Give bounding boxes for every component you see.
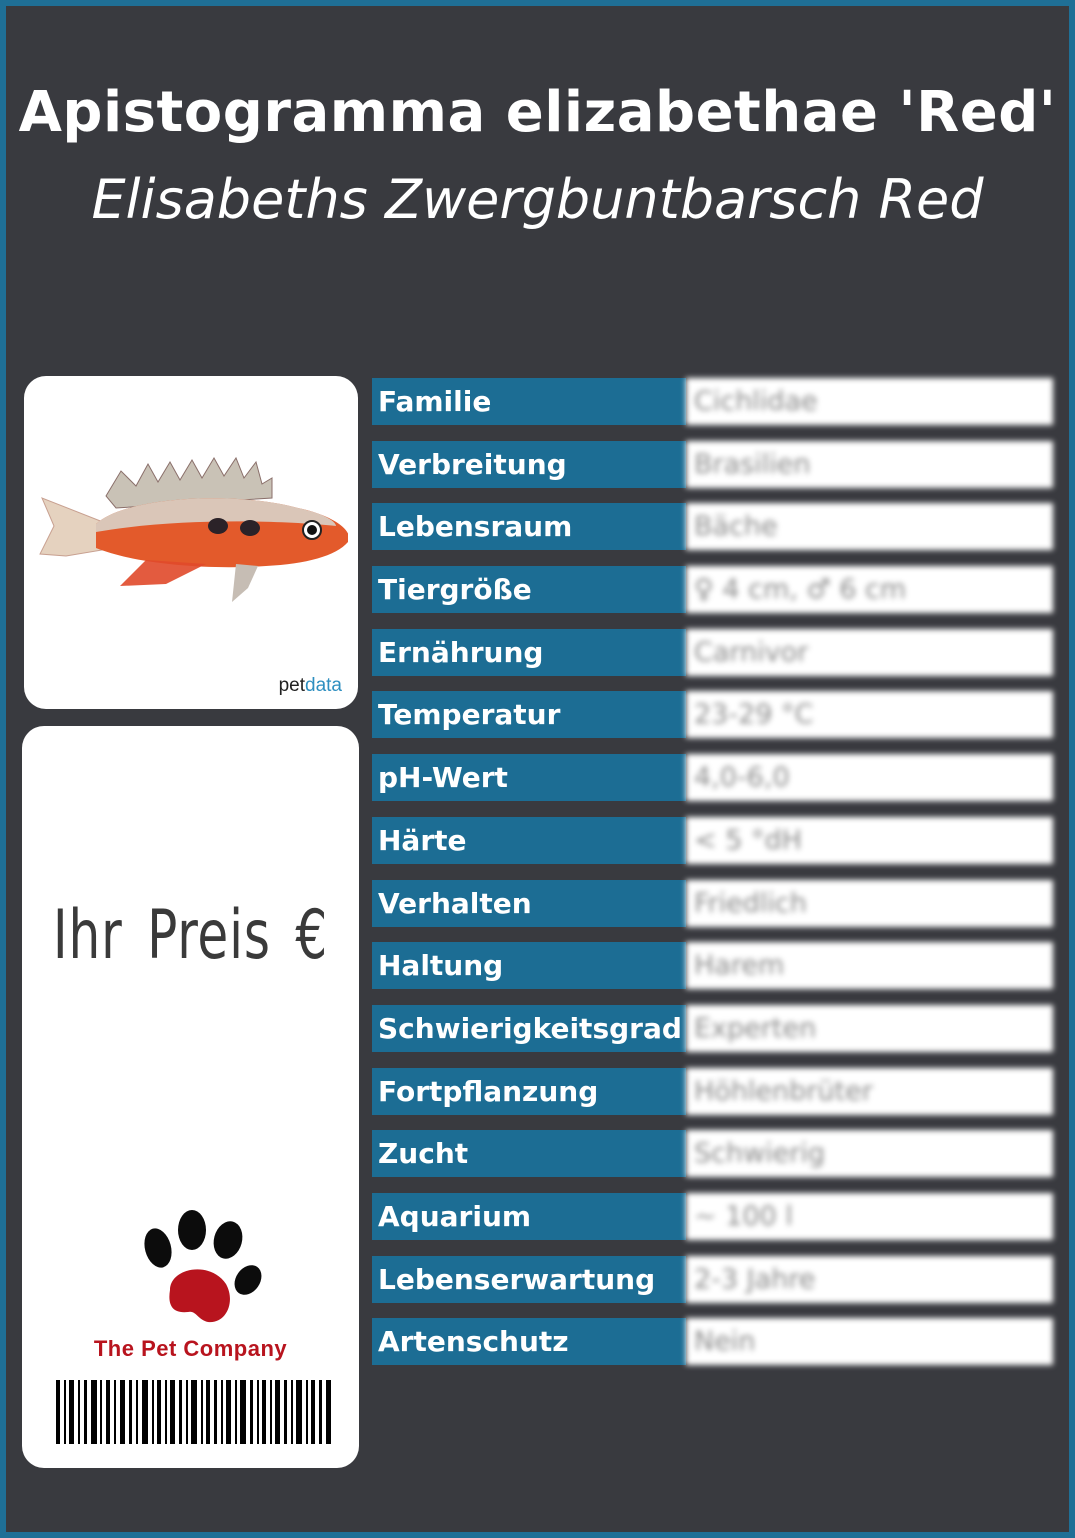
row-value: Friedlich	[686, 880, 1053, 927]
table-row	[372, 503, 1053, 550]
species-info-table	[372, 378, 1053, 1381]
row-value: Experten	[686, 1005, 1053, 1052]
row-label: Schwierigkeitsgrad	[372, 1005, 686, 1052]
row-label: Aquarium	[372, 1193, 686, 1240]
row-value: Bäche	[686, 503, 1053, 550]
row-label: Zucht	[372, 1130, 686, 1177]
table-row	[372, 754, 1053, 801]
table-row	[372, 1193, 1053, 1240]
table-row	[372, 441, 1053, 488]
row-label: Artenschutz	[372, 1318, 686, 1365]
table-row	[372, 629, 1053, 676]
table-row	[372, 1256, 1053, 1303]
table-row	[372, 1318, 1053, 1365]
row-label: Verbreitung	[372, 441, 686, 488]
row-value: 2-3 Jahre	[686, 1256, 1053, 1303]
row-value: Cichlidae	[686, 378, 1053, 425]
table-row	[372, 880, 1053, 927]
row-value: 4,0-6,0	[686, 754, 1053, 801]
table-row	[372, 817, 1053, 864]
barcode	[56, 1380, 332, 1444]
price-panel	[22, 726, 359, 1468]
table-row	[372, 1005, 1053, 1052]
company-name: The Pet Company	[93, 1336, 288, 1361]
row-value: Brasilien	[686, 441, 1053, 488]
petdata-logo: petdata	[278, 675, 342, 696]
table-row	[372, 691, 1053, 738]
row-value: 23-29 °C	[686, 691, 1053, 738]
row-label: Ernährung	[372, 629, 686, 676]
row-label: Fortpflanzung	[372, 1068, 686, 1115]
paw-logo-icon	[140, 1210, 264, 1330]
price-label: Ihr Preis €	[52, 896, 329, 975]
row-label: Lebensraum	[372, 503, 686, 550]
row-label: Familie	[372, 378, 686, 425]
row-value: Schwierig	[686, 1130, 1053, 1177]
row-label: Härte	[372, 817, 686, 864]
page-subtitle: Elisabeths Zwergbuntbarsch Red	[91, 168, 984, 231]
row-label: Temperatur	[372, 691, 686, 738]
row-value: Carnivor	[686, 629, 1053, 676]
table-row	[372, 378, 1053, 425]
row-value: Höhlenbrüter	[686, 1068, 1053, 1115]
row-label: Lebenserwartung	[372, 1256, 686, 1303]
row-label: Tiergröße	[372, 566, 686, 613]
row-value: ~ 100 l	[686, 1193, 1053, 1240]
table-row	[372, 1130, 1053, 1177]
fish-image	[36, 456, 348, 616]
row-value: ♀ 4 cm, ♂ 6 cm	[686, 566, 1053, 613]
row-label: pH-Wert	[372, 754, 686, 801]
row-value: < 5 °dH	[686, 817, 1053, 864]
table-row	[372, 566, 1053, 613]
table-row	[372, 942, 1053, 989]
euro-sign: €	[295, 896, 329, 975]
row-label: Haltung	[372, 942, 686, 989]
row-value: Nein	[686, 1318, 1053, 1365]
row-value: Harem	[686, 942, 1053, 989]
row-label: Verhalten	[372, 880, 686, 927]
table-row	[372, 1068, 1053, 1115]
page-title: Apistogramma elizabethae 'Red'	[18, 80, 1057, 145]
fish-photo-card	[24, 376, 358, 709]
